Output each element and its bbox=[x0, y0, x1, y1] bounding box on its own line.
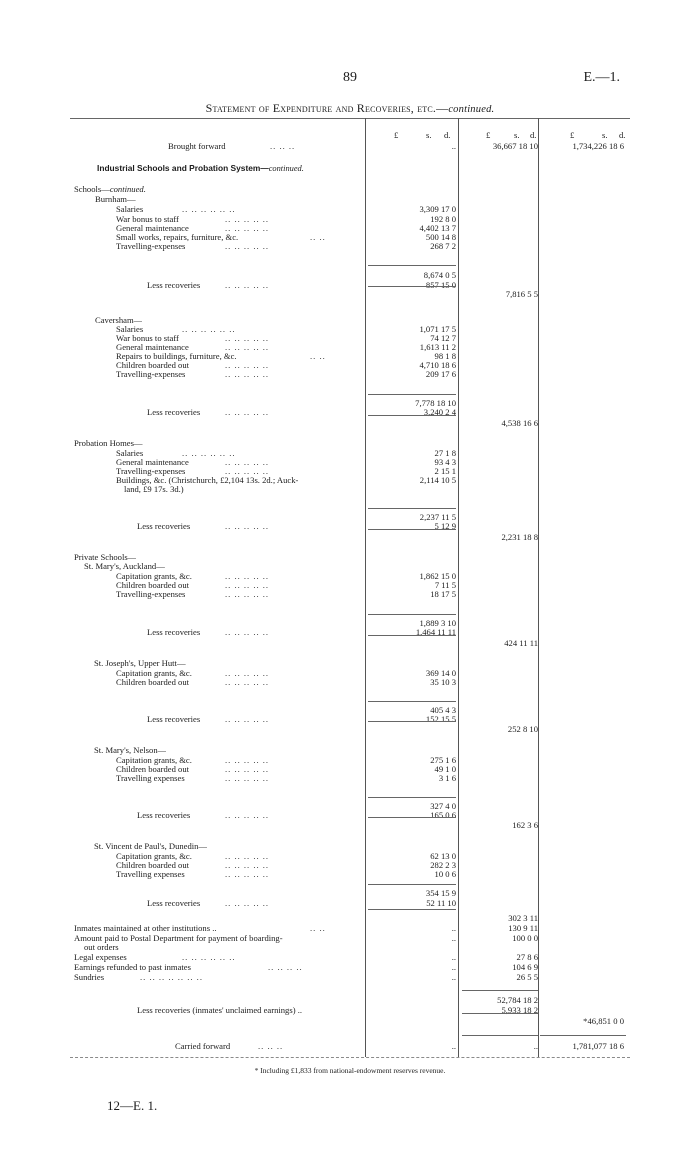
table-row bbox=[0, 995, 700, 1005]
c2-amount: 26 5 5 bbox=[516, 972, 538, 982]
leader-dots: .. .. .. .. .. bbox=[225, 580, 270, 590]
subtotal-value: 327 4 0 bbox=[430, 801, 456, 811]
table-row bbox=[0, 724, 700, 734]
leader-dots: .. .. .. bbox=[270, 141, 296, 151]
leader-dots: .. .. .. .. .. bbox=[225, 677, 270, 687]
row-label: Travelling-expenses bbox=[116, 369, 186, 379]
footnote: * Including £1,833 from national-endowment reserves revenue. bbox=[254, 1066, 446, 1075]
subtotal-value: 2,237 11 5 bbox=[419, 512, 456, 522]
underline-rule bbox=[368, 265, 456, 266]
c1-amount: 52 11 10 bbox=[426, 898, 456, 908]
leader-dots: .. .. .. .. .. bbox=[225, 810, 270, 820]
table-row bbox=[0, 898, 700, 908]
c1-amount: .. bbox=[451, 952, 456, 962]
c3-amount: 1,734,226 18 6 bbox=[572, 141, 624, 151]
table-row bbox=[0, 194, 700, 204]
leader-dots: .. .. .. .. .. bbox=[225, 333, 270, 343]
leader-dots: .. .. .. .. .. bbox=[225, 466, 270, 476]
leader-dots: .. .. .. .. .. bbox=[225, 342, 270, 352]
c1-amount: 500 14 8 bbox=[425, 232, 456, 242]
table-row bbox=[0, 484, 700, 494]
table-row bbox=[0, 841, 700, 851]
row-label: Inmates maintained at other institutions .. bbox=[74, 923, 217, 933]
col1-pence: d. bbox=[444, 130, 451, 140]
col3-pound: £ bbox=[570, 130, 575, 140]
c1-amount: 1,464 11 11 bbox=[415, 627, 456, 637]
col1-pound: £ bbox=[394, 130, 399, 140]
leader-dots: .. .. .. .. .. bbox=[225, 457, 270, 467]
table-row bbox=[0, 888, 700, 898]
row-label: Private Schools— bbox=[74, 552, 137, 562]
row-label: Caversham— bbox=[95, 315, 143, 325]
c1-amount: 5 12 9 bbox=[434, 521, 456, 531]
row-label: Less recoveries bbox=[137, 521, 191, 531]
leader-dots: .. .. .. .. .. bbox=[225, 360, 270, 370]
c3-amount: 1,781,077 18 6 bbox=[572, 1041, 624, 1051]
row-label: Travelling-expenses bbox=[116, 466, 186, 476]
row-label: Less recoveries (inmates' unclaimed earnings) .. bbox=[137, 1005, 303, 1015]
underline-rule bbox=[368, 614, 456, 615]
row-label: Buildings, &c. (Christchurch, £2,104 13s. 2d.; Auck- bbox=[116, 475, 299, 485]
row-label: Less recoveries bbox=[137, 810, 191, 820]
row-label: Capitation grants, &c. bbox=[116, 851, 192, 861]
underline-rule bbox=[368, 884, 456, 885]
c1-amount: 4,710 18 6 bbox=[419, 360, 456, 370]
row-label: Less recoveries bbox=[147, 898, 201, 908]
row-label: Capitation grants, &c. bbox=[116, 571, 192, 581]
c2-amount: 7,816 5 5 bbox=[505, 289, 538, 299]
c1-amount: 2,114 10 5 bbox=[419, 475, 456, 485]
page-number: 89 bbox=[343, 70, 357, 85]
row-label: Capitation grants, &c. bbox=[116, 755, 192, 765]
c2-amount: 27 8 6 bbox=[516, 952, 538, 962]
table-row bbox=[0, 521, 700, 531]
c1-amount: 98 1 8 bbox=[434, 351, 456, 361]
table-row bbox=[0, 369, 700, 379]
row-label: War bonus to staff bbox=[116, 214, 179, 224]
leader-dots: .. .. .. .. .. bbox=[225, 773, 270, 783]
row-label: Repairs to buildings, furniture, &c. bbox=[116, 351, 237, 361]
table-top-rule bbox=[70, 118, 630, 119]
c1-amount: 7 11 5 bbox=[434, 580, 456, 590]
c2-amount: 5,933 18 2 bbox=[501, 1005, 538, 1015]
col2-pound: £ bbox=[486, 130, 491, 140]
underline-rule bbox=[368, 797, 456, 798]
c1-amount: 192 8 0 bbox=[430, 214, 456, 224]
row-label: Probation Homes— bbox=[74, 438, 143, 448]
table-row bbox=[0, 677, 700, 687]
table-row bbox=[0, 561, 700, 571]
row-label: Amount paid to Postal Department for payment of boarding- bbox=[74, 933, 283, 943]
c2-amount: 252 8 10 bbox=[507, 724, 538, 734]
leader-dots: .. .. .. .. .. bbox=[225, 668, 270, 678]
leader-dots: .. .. .. .. .. bbox=[225, 898, 270, 908]
table-row bbox=[0, 638, 700, 648]
row-label: Travelling-expenses bbox=[116, 589, 186, 599]
row-label-continued: continued. bbox=[109, 184, 146, 194]
row-label: Less recoveries bbox=[147, 627, 201, 637]
subtotal-value: 7,778 18 10 bbox=[415, 398, 456, 408]
c2-amount: 302 3 11 bbox=[508, 913, 538, 923]
col3-shilling: s. bbox=[602, 130, 608, 140]
leader-dots: .. .. .. .. .. bbox=[225, 764, 270, 774]
table-row bbox=[0, 972, 700, 982]
c1-amount: 2 15 1 bbox=[434, 466, 456, 476]
underline-rule bbox=[368, 635, 456, 636]
row-label: Salaries bbox=[116, 324, 144, 334]
underline-rule bbox=[368, 721, 456, 722]
leader-dots: .. .. .. .. .. bbox=[225, 369, 270, 379]
table-row bbox=[0, 923, 700, 933]
row-label: Less recoveries bbox=[147, 407, 201, 417]
row-label: Brought forward bbox=[168, 141, 226, 151]
c1-amount: 27 1 8 bbox=[434, 448, 456, 458]
c1-amount: .. bbox=[451, 933, 456, 943]
underline-rule bbox=[540, 1035, 626, 1036]
c1-amount: 10 0 6 bbox=[434, 869, 456, 879]
table-row bbox=[0, 942, 700, 952]
leader-dots: .. .. .. bbox=[258, 1041, 284, 1051]
leader-dots: .. .. .. .. .. bbox=[225, 627, 270, 637]
table-row bbox=[0, 270, 700, 280]
leader-dots: .. .. .. .. .. .. bbox=[182, 952, 236, 962]
underline-rule bbox=[368, 701, 456, 702]
statement-title bbox=[0, 101, 700, 116]
row-label: St. Mary's, Auckland— bbox=[84, 561, 165, 571]
table-row bbox=[0, 820, 700, 830]
c2-amount: 36,667 18 10 bbox=[492, 141, 538, 151]
c1-amount: 3,309 17 0 bbox=[419, 204, 456, 214]
leader-dots: .. .. .. .. .. bbox=[225, 714, 270, 724]
row-label: out orders bbox=[84, 942, 119, 952]
row-label: General maintenance bbox=[116, 223, 189, 233]
row-label: Salaries bbox=[116, 448, 144, 458]
row-label: Children boarded out bbox=[116, 860, 190, 870]
c1-amount: 268 7 2 bbox=[430, 241, 456, 251]
row-label: Less recoveries bbox=[147, 280, 201, 290]
c2-amount: 52,784 18 2 bbox=[497, 995, 538, 1005]
c1-amount: 62 13 0 bbox=[430, 851, 456, 861]
c1-amount: 18 17 5 bbox=[430, 589, 456, 599]
c1-amount: .. bbox=[451, 972, 456, 982]
row-label: War bonus to staff bbox=[116, 333, 179, 343]
leader-dots: .. .. .. .. .. bbox=[225, 755, 270, 765]
leader-dots: .. .. .. .. .. bbox=[225, 214, 270, 224]
leader-dots: .. .. .. .. .. bbox=[225, 851, 270, 861]
underline-rule bbox=[368, 415, 456, 416]
table-row bbox=[0, 418, 700, 428]
c2-amount: 104 6 9 bbox=[512, 962, 538, 972]
table-row bbox=[0, 163, 700, 173]
c2-amount: 2,231 18 8 bbox=[501, 532, 538, 542]
col2-pence: d. bbox=[530, 130, 537, 140]
c1-amount: 4,402 13 7 bbox=[419, 223, 456, 233]
row-label: Children boarded out bbox=[116, 677, 190, 687]
c1-amount: 1,613 11 2 bbox=[419, 342, 456, 352]
c1-amount: 152 15 5 bbox=[425, 714, 456, 724]
table-row bbox=[0, 241, 700, 251]
row-label: Capitation grants, &c. bbox=[116, 668, 192, 678]
row-label: Travelling expenses bbox=[116, 773, 185, 783]
underline-rule bbox=[368, 529, 456, 530]
row-label: Children boarded out bbox=[116, 764, 190, 774]
table-row bbox=[0, 438, 700, 448]
c2-amount: 162 3 6 bbox=[512, 820, 538, 830]
table-row bbox=[0, 532, 700, 542]
table-row bbox=[0, 627, 700, 637]
table-bottom-rule bbox=[70, 1057, 630, 1058]
subtotal-value: 354 15 9 bbox=[425, 888, 456, 898]
c1-amount: .. bbox=[451, 962, 456, 972]
underline-rule bbox=[368, 909, 456, 910]
row-label: Legal expenses bbox=[74, 952, 127, 962]
leader-dots: .. .. .. .. bbox=[268, 962, 303, 972]
row-label: St. Vincent de Paul's, Dunedin— bbox=[94, 841, 208, 851]
c1-amount: 93 4 3 bbox=[434, 457, 456, 467]
row-label: Children boarded out bbox=[116, 360, 190, 370]
c1-amount: 209 17 6 bbox=[425, 369, 456, 379]
col3-pence: d. bbox=[619, 130, 626, 140]
table-row bbox=[0, 714, 700, 724]
c1-amount: 1,071 17 5 bbox=[419, 324, 456, 334]
table-row bbox=[0, 913, 700, 923]
c1-amount: 74 12 7 bbox=[430, 333, 456, 343]
table-row bbox=[0, 141, 700, 151]
row-label: Industrial Schools and Probation System—continued. bbox=[97, 163, 304, 173]
table-row bbox=[0, 407, 700, 417]
col1-shilling: s. bbox=[426, 130, 432, 140]
underline-rule bbox=[368, 508, 456, 509]
c1-amount: 49 1 0 bbox=[434, 764, 456, 774]
row-label: General maintenance bbox=[116, 342, 189, 352]
leader-dots: .. .. .. .. .. .. bbox=[182, 448, 236, 458]
row-label: Travelling-expenses bbox=[116, 241, 186, 251]
c1-amount: 857 15 0 bbox=[425, 280, 456, 290]
row-label: Less recoveries bbox=[147, 714, 201, 724]
title-continued: continued. bbox=[448, 104, 495, 115]
row-label: St. Joseph's, Upper Hutt— bbox=[94, 658, 186, 668]
table-row bbox=[0, 1005, 700, 1015]
leader-dots: .. .. .. .. .. bbox=[225, 589, 270, 599]
row-label: Salaries bbox=[116, 204, 144, 214]
row-label: Children boarded out bbox=[116, 580, 190, 590]
c1-amount: 282 2 3 bbox=[430, 860, 456, 870]
leader-dots: .. .. .. .. .. .. bbox=[182, 204, 236, 214]
leader-dots: .. .. .. .. .. .. bbox=[182, 324, 236, 334]
leader-dots: .. .. .. .. .. bbox=[225, 241, 270, 251]
underline-rule bbox=[368, 817, 456, 818]
table-row bbox=[0, 658, 700, 668]
table-row bbox=[0, 204, 700, 214]
leader-dots: .. .. .. .. .. bbox=[225, 521, 270, 531]
table-row bbox=[0, 589, 700, 599]
row-label: St. Mary's, Nelson— bbox=[94, 745, 167, 755]
table-row bbox=[0, 773, 700, 783]
underline-rule bbox=[462, 1035, 538, 1036]
c1-amount: .. bbox=[451, 923, 456, 933]
c3-amount: *46,851 0 0 bbox=[583, 1016, 624, 1026]
table-row bbox=[0, 810, 700, 820]
row-label: Burnham— bbox=[95, 194, 136, 204]
page-code: E.—1. bbox=[583, 70, 620, 85]
c1-amount: .. bbox=[451, 141, 456, 151]
leader-dots: .. .. .. .. .. bbox=[225, 407, 270, 417]
row-label: Small works, repairs, furniture, &c. bbox=[116, 232, 239, 242]
underline-rule bbox=[462, 990, 538, 991]
c1-amount: 275 1 6 bbox=[430, 755, 456, 765]
c2-amount: 4,538 16 6 bbox=[501, 418, 538, 428]
c1-amount: 3 1 6 bbox=[438, 773, 456, 783]
leader-dots: .. .. .. .. .. bbox=[225, 280, 270, 290]
title-main: Statement of Expenditure and Recoveries, etc.— bbox=[205, 101, 449, 115]
table-row bbox=[0, 952, 700, 962]
underline-rule bbox=[462, 1013, 538, 1014]
c1-amount: 35 10 3 bbox=[430, 677, 456, 687]
c1-amount: .. bbox=[451, 1041, 456, 1051]
c1-amount: 369 14 0 bbox=[425, 668, 456, 678]
table-row bbox=[0, 962, 700, 972]
col2-shilling: s. bbox=[514, 130, 520, 140]
table-row bbox=[0, 869, 700, 879]
leader-dots: .. .. .. .. .. bbox=[225, 860, 270, 870]
row-label: Earnings refunded to past inmates bbox=[74, 962, 191, 972]
table-row bbox=[0, 745, 700, 755]
c1-amount: 165 0 6 bbox=[430, 810, 456, 820]
row-label: Schools—continued. bbox=[74, 184, 146, 194]
column-headers bbox=[0, 130, 700, 140]
leader-dots: .. .. .. .. .. .. .. bbox=[140, 972, 203, 982]
subtotal-value: 405 4 3 bbox=[430, 705, 456, 715]
table-row bbox=[0, 1041, 700, 1051]
c2-amount: .. bbox=[533, 1041, 538, 1051]
table-row bbox=[0, 1016, 700, 1026]
leader-dots: .. .. bbox=[310, 232, 326, 242]
table-row bbox=[0, 289, 700, 299]
row-label: Carried forward bbox=[175, 1041, 231, 1051]
underline-rule bbox=[368, 286, 456, 287]
leader-dots: .. .. .. .. .. bbox=[225, 223, 270, 233]
c1-amount: 1,862 15 0 bbox=[419, 571, 456, 581]
c2-amount: 424 11 11 bbox=[504, 638, 538, 648]
leader-dots: .. .. bbox=[310, 923, 326, 933]
row-label-continued: continued. bbox=[268, 164, 304, 173]
subtotal-value: 1,889 3 10 bbox=[419, 618, 456, 628]
table-row bbox=[0, 184, 700, 194]
row-label: Travelling expenses bbox=[116, 869, 185, 879]
c2-amount: 100 0 0 bbox=[512, 933, 538, 943]
leader-dots: .. .. .. .. .. bbox=[225, 571, 270, 581]
subtotal-value: 8,674 0 5 bbox=[423, 270, 456, 280]
row-label: General maintenance bbox=[116, 457, 189, 467]
leader-dots: .. .. .. .. .. bbox=[225, 869, 270, 879]
footer-reference: 12—E. 1. bbox=[107, 1098, 158, 1113]
leader-dots: .. .. bbox=[310, 351, 326, 361]
c2-amount: 130 9 11 bbox=[508, 923, 538, 933]
row-label: Sundries bbox=[74, 972, 105, 982]
row-label: land, £9 17s. 3d.) bbox=[124, 484, 184, 494]
underline-rule bbox=[368, 394, 456, 395]
c1-amount: 3,240 2 4 bbox=[423, 407, 456, 417]
